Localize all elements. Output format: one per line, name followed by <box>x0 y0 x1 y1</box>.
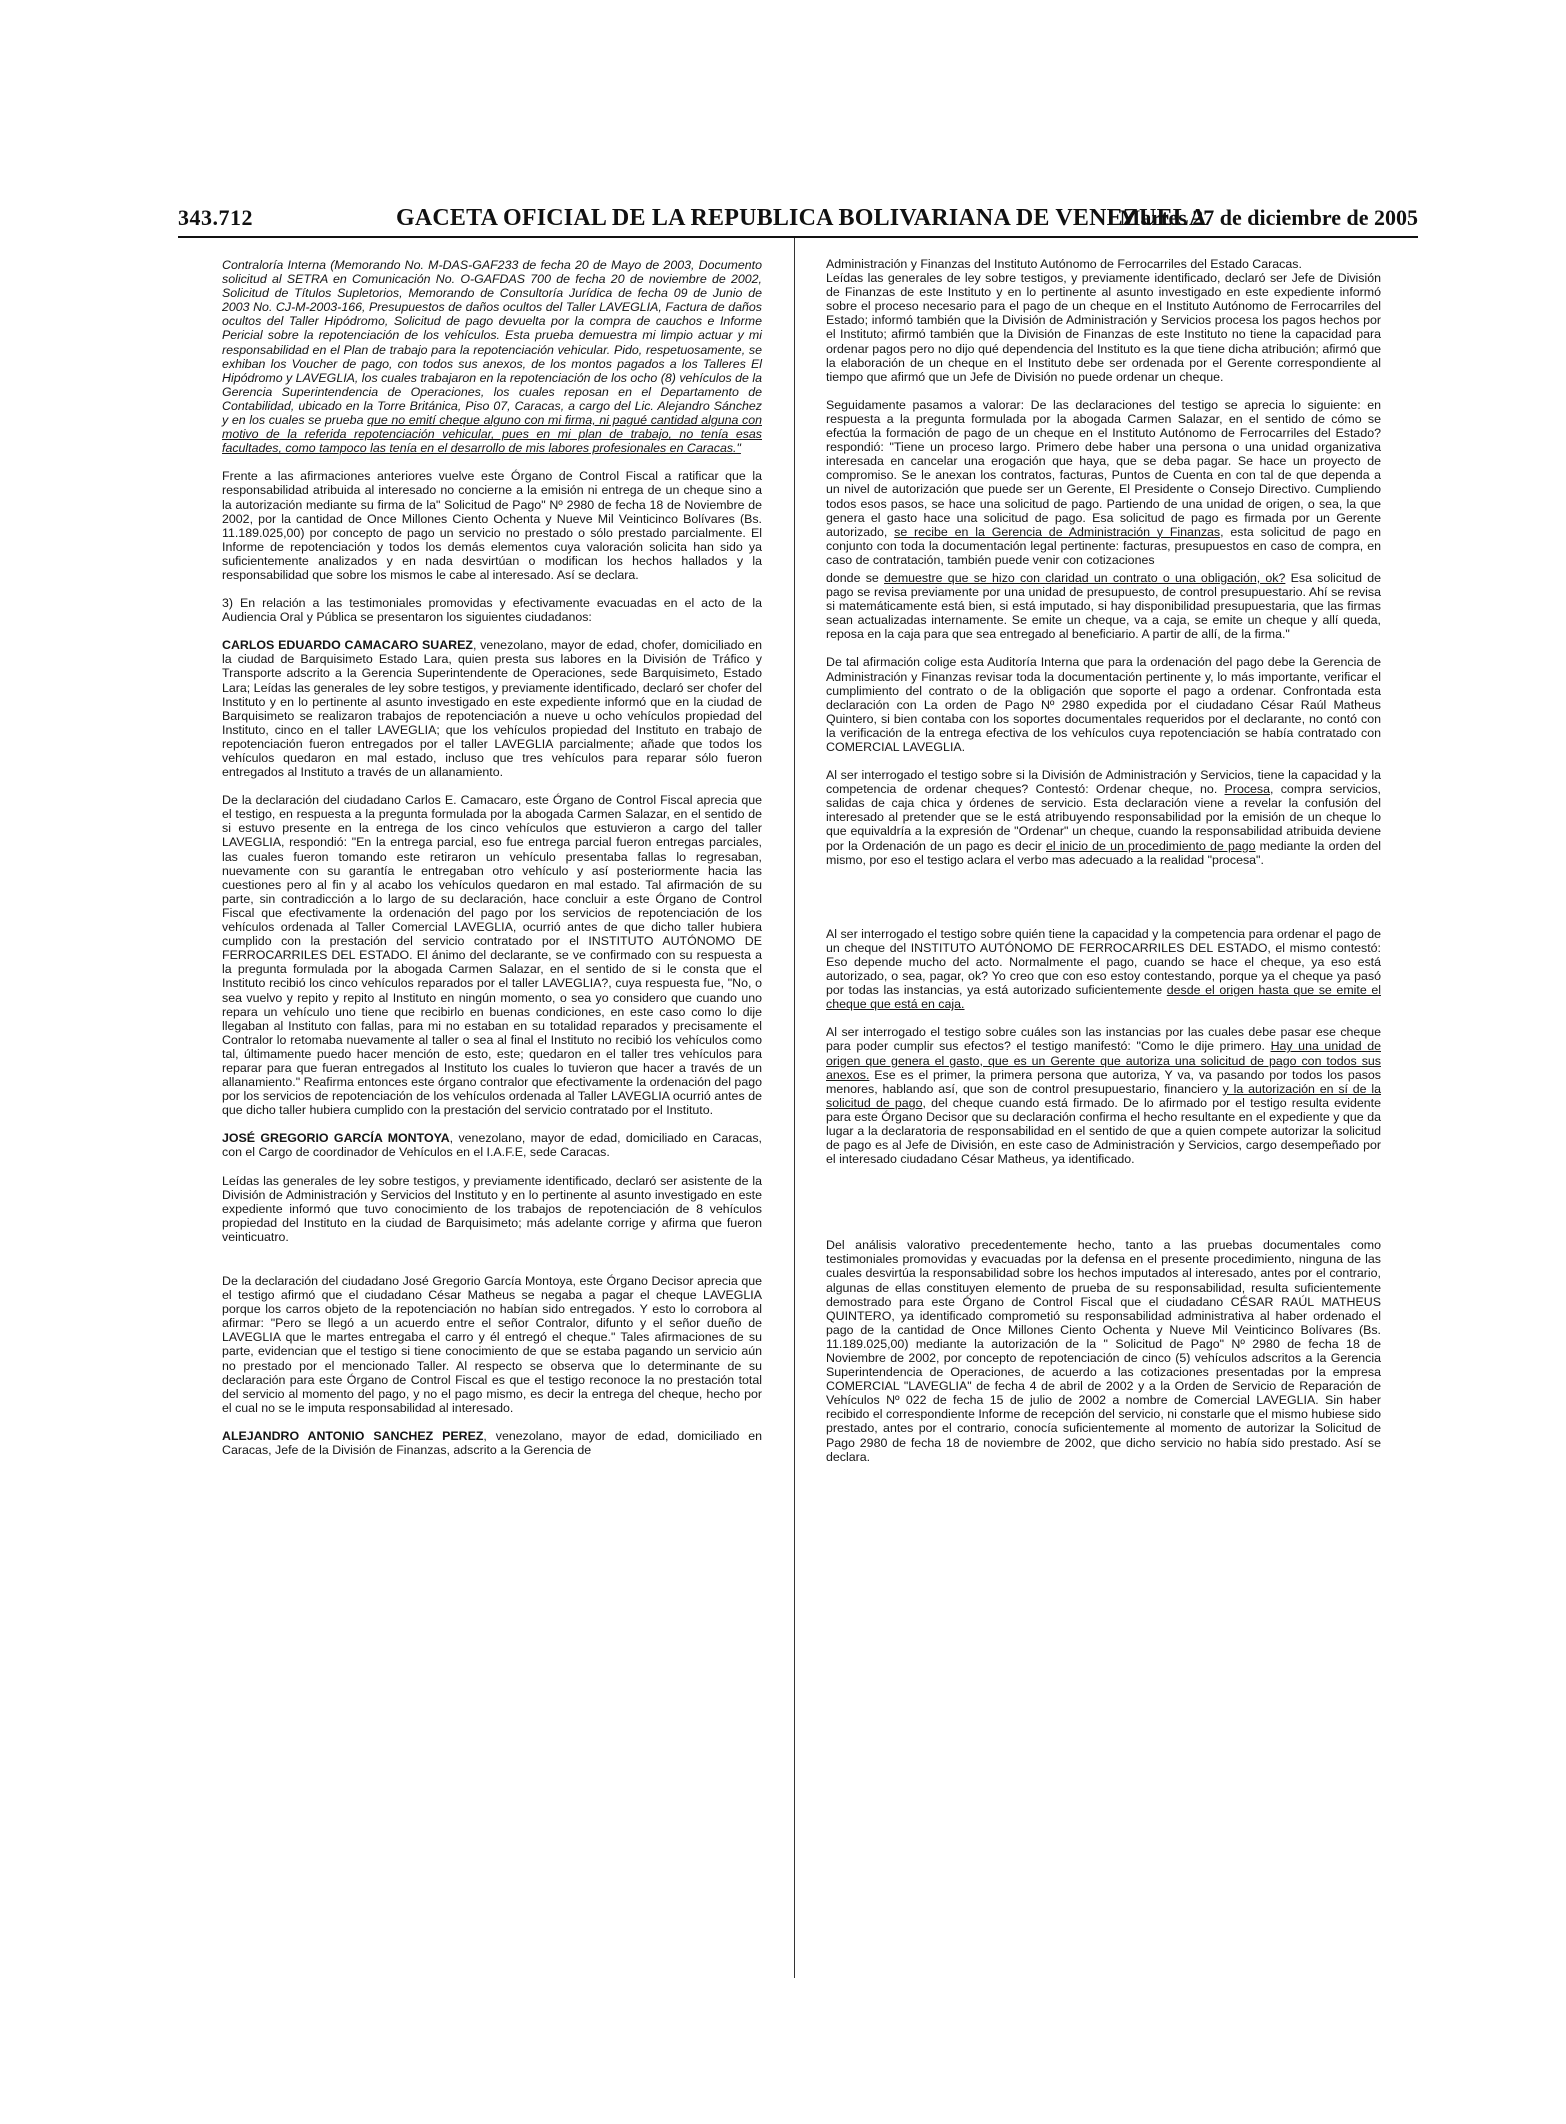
gazette-title: GACETA OFICIAL DE LA REPUBLICA BOLIVARIANA DE VENEZUELA <box>396 205 1207 231</box>
paragraph-witness <box>222 1131 762 1159</box>
text-run: Al ser interrogado el testigo sobre cuáles son las instancias por las cuales debe pasar ese cheque para poder cumplir sus efectos? el testigo manifestó: "Como le dije primero. <box>826 1025 1381 1054</box>
paragraph <box>826 398 1381 567</box>
text-run: , venezolano, mayor de edad, domiciliado en Caracas, con el Cargo de coordinador de Vehículos en el I.A.F.E, sede Caracas. <box>222 1131 762 1160</box>
witness-name: JOSÉ GREGORIO GARCÍA MONTOYA <box>222 1131 450 1146</box>
paragraph <box>826 1025 1381 1166</box>
paragraph: De la declaración del ciudadano Carlos E. Camacaro, este Órgano de Control Fiscal aprecia que el testigo, en respuesta a la pregunta formulada por la abogada Carmen Salazar, en el sentido de si estuvo presente en la entrega de los cinco vehículos que estuvieron a cargo del taller LAVEGLIA, respondió: "En la entrega parcial, eso fue entrega parcial fueron entregas parciales, las cuales fueron tomando este retiraron un vehículo presentaba fallas lo regresaban, nuevamente con su garantía le entregaban otro vehículo y así posteriormente hacia las cuestiones pero al fin y al acabo los vehículos quedaron en mal estado. Tal afirmación de su parte, sin contradicción a lo largo de su declaración, hace concluir a este Órgano de Control Fiscal que efectivamente la ordenación del pago por los servicios de repotenciación de los vehículos ordenada al Taller Comercial LAVEGLIA, ocurrió antes de que dicho taller hubiera cumplido con la prestación del servicio contratado por el INSTITUTO AUTÓNOMO DE FERROCARRILES DEL ESTADO. El ánimo del declarante, se ve confirmado con su respuesta a la pregunta formulada por la abogada Carmen Salazar, en el sentido de si le consta que el Instituto recibió los cinco vehículos reparados por el taller LAVEGLIA?, cuya respuesta fue, "No, o sea vuelvo y repito y repito al Instituto en ningún momento, o sea yo considero que cuando uno repara un vehículo uno tiene que recibirlo en buenas condiciones, en este caso como lo dije llegaban al Instituto con fallas, para mi no estaban en su totalidad reparados y precisamente el Contralor lo retomaba nuevamente al taller o sea al final el Instituto no recibió los vehículos como tal, últimamente puedo hacer mención de esto, este; quedaron en el taller tres vehículos para reparar para que fueran entregados al Instituto los cuales lo tuvieron que hacer a través de un allanamiento." Reafirma entonces este órgano contralor que efectivamente la ordenación del pago por los servicios de repotenciación de los vehículos ordenada al Taller LAVEGLIA ocurrió antes de que dicho taller hubiera cumplido con la prestación del servicio contratado por el Instituto. <box>222 793 762 1118</box>
paragraph <box>826 927 1381 1012</box>
underlined-run: el inicio de un procedimiento de pago <box>1045 838 1256 853</box>
masthead <box>178 205 1418 233</box>
text-run: Ese es el primer, la primera persona que autoriza, Y va, va pasando por todos los pasos menores, hablando así, que son de control presupuestario, financiero <box>826 1067 1381 1096</box>
underlined-run: que no emití cheque alguno con mi firma, ni pagué cantidad alguna con motivo de la referida repotenciación vehicular, pues en mi plan de trabajo, no tenía esas facultades, como tampoco las tenía en el desarrollo de mis labores profesionales en Caracas." <box>222 413 762 456</box>
paragraph: Administración y Finanzas del Instituto Autónomo de Ferrocarriles del Estado Caracas. <box>826 257 1302 271</box>
paragraph: De la declaración del ciudadano José Gregorio García Montoya, este Órgano Decisor aprecia que el testigo afirmó que el ciudadano César Matheus se negaba a pagar el cheque LAVEGLIA porque los carros objeto de la repotenciación no habían sido entregados. Y esto lo corrobora al afirmar: "Pero se llegó a un acuerdo entre el señor Contralor, difunto y el señor dueño de LAVEGLIA que le martes entregaba el carro y él entregó el cheque." Tales afirmaciones de su parte, evidencian que el testigo si tiene conocimiento de que se estaba pagando un servicio aún no prestado por el mencionado Taller. Al respecto se observa que lo determinante de su declaración para este Órgano de Control Fiscal es que el testigo reconoce la no prestación total del servicio al momento del pago, y no el pago mismo, es decir la entrega del cheque, hecho por el cual no se le imputa responsabilidad al interesado. <box>222 1274 762 1415</box>
underlined-run: se recibe en la Gerencia de Administración y Finanzas <box>894 524 1221 539</box>
left-column <box>222 258 762 1471</box>
text-run: mediante la orden del mismo, por eso el testigo aclara el verbo mas adecuado a la realidad "procesa". <box>826 838 1381 867</box>
paragraph: Frente a las afirmaciones anteriores vuelve este Órgano de Control Fiscal a ratificar que la responsabilidad atribuida al interesado no concierne a la emisión ni entrega de un cheque sino a la autorización mediante su firma de la" Solicitud de Pago" Nº 2980 de fecha 18 de Noviembre de 2002, por la cantidad de Once Millones Ciento Ochenta y Nueve Mil Veinticinco Bolívares (Bs. 11.189.025,00) por concepto de pago un servicio no prestado o sólo prestado parcialmente. El Informe de repotenciación y todos los demás elementos cuya valoración solicita han sido ya suficientemente analizados y en nada desvirtúan o modifican los hechos hallados y la responsabilidad que sobre los mismos le cabe al interesado. Así se declara. <box>222 469 762 582</box>
underlined-run: Hay una unidad de origen que genera el gasto, que es un Gerente que autoriza una solicitud de pago con todos sus anexos. <box>826 1039 1381 1082</box>
header-rule <box>178 236 1418 238</box>
text-run: , esta solicitud de pago en conjunto con toda la documentación legal pertinente: facturas, presupuestos en caso de compra, en caso de contratación, también puede venir con cotizaciones <box>826 524 1382 567</box>
text-run: Contraloría Interna (Memorando No. M-DAS-GAF233 de fecha 20 de Mayo de 2003, Documento solicitud al SETRA en Comunicación No. O-GAFDAS 700 de fecha 20 de noviembre de 2002, Solicitud de Títulos Supletorios, Memorando de Consultoría Jurídica de fecha 09 de Junio de 2003 No. CJ-M-2003-166, Presupuestos de daños ocultos del Taller LAVEGLIA, Factura de daños ocultos del Taller Hipódromo, Solicitud de pago devuelta por la compra de cauchos e Informe Pericial sobre la repotenciación de los vehículos. Esta prueba demuestra mi limpio actuar y mi responsabilidad en el Plan de trabajo para la repotenciación vehicular. Pido, respetuosamente, se exhiban los Voucher de pago, con todos sus anexos, de los montos pagados a los Talleres El Hipódromo y LAVEGLIA, los cuales trabajaron en la repotenciación de los ocho (8) vehículos de la Gerencia Superintendencia de Operaciones, los cuales reposan en el Departamento de Contabilidad, ubicado en la Torre Británica, Piso 07, Caracas, a cargo del Lic. Alejandro Sánchez y en los cuales se prueba <box>222 258 762 428</box>
issue-date: Martes 27 de diciembre de 2005 <box>1119 205 1418 230</box>
text-run: , venezolano, mayor de edad, domiciliado en Caracas, Jefe de la División de Finanzas, adscrito a la Gerencia de <box>222 1428 762 1458</box>
paragraph-witness <box>222 638 762 779</box>
right-column <box>826 257 1381 1478</box>
paragraph: Leídas las generales de ley sobre testigos, y previamente identificado, declaró ser Jefe de División de Finanzas de este Instituto y en lo pertinente al asunto investigado en este expediente informó sobre el proceso necesario para el pago de un cheque en el Instituto Autónomo de Ferrocarriles del Estado; informó también que la División de Administración y Servicios procesa los pagos hechos por el Instituto; afirmó también que la División de Finanzas de este Instituto no tiene la capacidad para ordenar pagos pero no dijo qué dependencia del Instituto es la que tiene dicha atribución; afirmó que la elaboración de un cheque en el Instituto debe ser ordenada por el Gerente correspondiente al tiempo que afirmó que un Jefe de División no puede ordenar un cheque. <box>826 271 1381 384</box>
text-run: , venezolano, mayor de edad, chofer, domiciliado en la ciudad de Barquisimeto Estado Lara, quien presta sus labores en la División de Tráfico y Transporte adscrito a la Gerencia Superintendente de Operaciones, sede Barquisimeto, Estado Lara; Leídas las generales de ley sobre testigos, y previamente identificado, declaró ser chofer del Instituto y en lo pertinente al asunto investigado en este expediente informó que en la ciudad de Barquisimeto se realizaron trabajos de repotenciación a nueve u ocho vehículos propiedad del Instituto, cinco en el taller LAVEGLIA; que los vehículos propiedad del Instituto en trabajo de repotenciación fueron entregados por el taller LAVEGLIA parcialmente; añade que todos los vehículos quedaron en mal estado, incluso que tres vehículos para reparar sólo fueron entregados al Instituto a través de un allanamiento. <box>222 638 762 780</box>
paragraph <box>826 768 1381 867</box>
underlined-run: demuestre que se hizo con claridad un contrato o una obligación, ok? <box>884 570 1286 585</box>
witness-name: CARLOS EDUARDO CAMACARO SUAREZ <box>222 638 473 653</box>
text-run: Esa solicitud de pago se revisa previamente por una unidad de presupuesto, de control presupuestario. Ahí se revisa si matemáticamente está bien, si está imputado, si hay disponibilidad presupuestaria, que las firmas sean actualizadas internamente. Se emite un cheque, va a caja, se emite un cheque y allí queda, reposa en la caja para que sea entregado al beneficiario. A partir de allí, de la firma." <box>826 570 1382 642</box>
paragraph: Leídas las generales de ley sobre testigos, y previamente identificado, declaró ser asistente de la División de Administración y Servicios del Instituto y en lo pertinente al asunto investigado en este expediente informó que tuvo conocimiento de los trabajos de repotenciación de 8 vehículos propiedad del Instituto en la ciudad de Barquisimeto; más adelante corrige y afirma que fueron veinticuatro. <box>222 1173 762 1244</box>
text-run: donde se <box>826 570 885 585</box>
column-divider <box>794 238 795 1978</box>
text-run: , compra servicios, salidas de caja chica y órdenes de servicio. Esta declaración viene a revelar la confusión del interesado al pretender que se le está atribuyendo responsabilidad por la emisión de un cheque lo que equivaldría a la expresión de "Ordenar" un cheque, cuando la responsabilidad atribuida deviene por la Ordenación de un pago es decir <box>826 782 1381 853</box>
paragraph: De tal afirmación colige esta Auditoría Interna que para la ordenación del pago debe la Gerencia de Administración y Finanzas revisar toda la documentación pertinente y, lo más importante, verificar el cumplimiento del contrato o de la obligación que soporte el pago a ordenar. Confrontada esta declaración con La orden de Pago Nº 2980 expedida por el ciudadano César Raúl Matheus Quintero, si bien contaba con los soportes documentales requeridos por el declarante, no contó con la verificación de la entrega efectiva de los vehículos cuya repotenciación se había contratado con COMERCIAL LAVEGLIA. <box>826 655 1381 754</box>
text-run: Seguidamente pasamos a valorar: De las declaraciones del testigo se aprecia lo siguiente: en respuesta a la pregunta formulada por la abogada Carmen Salazar, en el sentido de cómo se efectúa la formación de pago de un cheque en el Instituto Autónomo de Ferrocarriles del Estado? respondió: "Tiene un proceso largo. Primero debe haber una persona o una unidad organizativa interesada en cancelar una erogación que haya, que se deba pagar. Se hace un proyecto de compromiso. Se le anexan los contratos, facturas, Puntos de Cuenta en con tal de que dependa a un nivel de autorización que puede ser un Gerente, El Presidente o Consejo Directivo. Cumpliendo todos esos pasos, se hace una solicitud de pago. Partiendo de una unidad de origen, o sea, la que genera el gasto hace una solicitud de pago. Esa solicitud de pago es firmada por un Gerente autorizado, <box>826 397 1381 539</box>
text-run: Al ser interrogado el testigo sobre si la División de Administración y Servicios, tiene la capacidad y la competencia de ordenar cheques? Contestó: Ordenar cheque, no. <box>826 768 1381 797</box>
paragraph-witness <box>222 1429 762 1457</box>
text-run: , del cheque cuando está firmado. De lo afirmado por el testigo resulta evidente para este Órgano Decisor que su declaración confirma el hecho resultante en el expediente y que da lugar a la declaratoria de responsabilidad en el sentido de que a quien compete autorizar la solicitud de pago es al Jefe de División, en este caso de Administración y Servicios, cargo desempeñado por el interesado ciudadano César Matheus, ya identificado. <box>826 1095 1381 1167</box>
text-run: Al ser interrogado el testigo sobre quién tiene la capacidad y la competencia para ordenar el pago de un cheque del INSTITUTO AUTÓNOMO DE FERROCARRILES DEL ESTADO, el mismo contestó: Eso depende mucho del acto. Normalmente el pago, cuando se hace el cheque, ya eso está autorizado, o sea, pagar, ok? Yo creo que con eso estoy contestando, porque ya el cheque ya pasó por todas las instancias, ya está autorizado suficientemente <box>826 926 1381 998</box>
paragraph-conclusion: Del análisis valorativo precedentemente hecho, tanto a las pruebas documentales como testimoniales promovidas y evacuadas por la defensa en el presente procedimiento, ninguna de las cuales desvirtúa la responsabilidad sobre los hechos imputados al interesado, antes por el contrario, algunas de ellas constituyen elemento de prueba de su responsabilidad, resulta suficientemente demostrado para este Órgano de Control Fiscal que el ciudadano CÉSAR RAÚL MATHEUS QUINTERO, ya identificado comprometió su responsabilidad administrativa al haber ordenado el pago de la cantidad de Once Millones Ciento Ochenta y Nueve Mil Veinticinco Bolívares (Bs. 11.189.025,00) mediante la autorización de la " Solicitud de Pago" Nº 2980 de fecha 18 de Noviembre de 2002, por concepto de repotenciación de cinco (5) vehículos adscritos a la Gerencia Superintendencia de Operaciones, de acuerdo a las cotizaciones presentadas por la empresa COMERCIAL "LAVEGLIA" de fecha 4 de abril de 2002 y a la Orden de Servicio de Reparación de Vehículos Nº 022 de fecha 15 de julio de 2002 a nombre de Comercial LAVEGLIA. Sin haber recibido el correspondiente Informe de recepción del servicio, ni constarle que el mismo hubiese sido prestado, antes por el contrario, conocía suficientemente al momento de autorizar la Solicitud de Pago 2980 de fecha 18 de noviembre de 2002, que dicho servicio no había sido prestado. Así se declara. <box>826 1238 1381 1464</box>
paragraph-quoted-defense <box>222 258 762 455</box>
paragraph: 3) En relación a las testimoniales promovidas y efectivamente evacuadas en el acto de la Audiencia Oral y Pública se presentaron los siguientes ciudadanos: <box>222 596 762 625</box>
witness-name: ALEJANDRO ANTONIO SANCHEZ PEREZ <box>222 1428 484 1443</box>
underlined-run: Procesa <box>1224 782 1271 797</box>
page-number: 343.712 <box>178 205 253 230</box>
underlined-run: desde el origen hasta que se emite el cheque que está en caja. <box>826 983 1381 1012</box>
underlined-run: y la autorización en sí de la solicitud de pago <box>826 1081 1382 1110</box>
paragraph <box>826 571 1381 641</box>
